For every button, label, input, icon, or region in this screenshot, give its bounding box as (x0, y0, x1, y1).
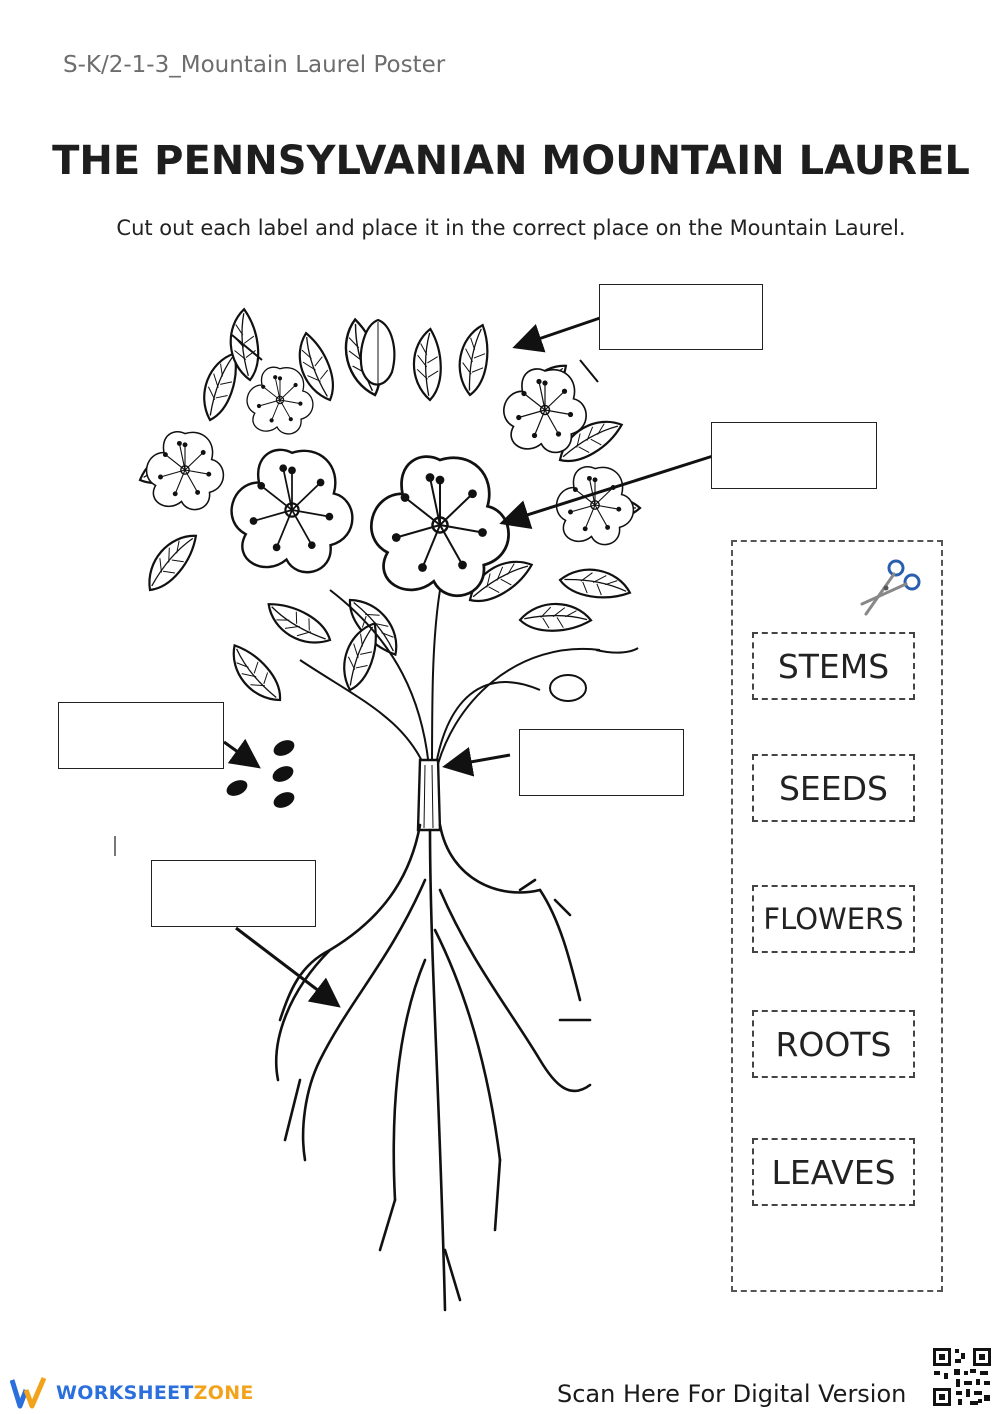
stray-mark (114, 836, 116, 856)
cutout-label-flowers[interactable]: FLOWERS (752, 885, 915, 953)
page-title: THE PENNSYLVANIAN MOUNTAIN LAUREL (52, 138, 970, 184)
instructions: Cut out each label and place it in the correct place on the Mountain Laurel. (116, 216, 906, 240)
blank-label-box[interactable] (58, 702, 224, 769)
worksheetzone-logo-icon (10, 1376, 50, 1410)
cutout-label-stems[interactable]: STEMS (752, 632, 915, 700)
scissors-icon (856, 556, 926, 626)
brand-name-part1: WORKSHEET (56, 1382, 194, 1404)
brand-logo[interactable] (10, 1376, 254, 1410)
qr-code-icon[interactable] (930, 1345, 994, 1409)
cutout-label-roots[interactable]: ROOTS (752, 1010, 915, 1078)
scan-instructions: Scan Here For Digital Version (557, 1380, 907, 1408)
blank-label-box[interactable] (599, 284, 763, 350)
worksheet-code: S-K/2-1-3_Mountain Laurel Poster (63, 52, 446, 78)
cutout-label-leaves[interactable]: LEAVES (752, 1138, 915, 1206)
cutout-label-seeds[interactable]: SEEDS (752, 754, 915, 822)
brand-name-part2: ZONE (193, 1382, 254, 1404)
blank-label-box[interactable] (711, 422, 877, 489)
blank-label-box[interactable] (519, 729, 684, 796)
blank-label-box[interactable] (151, 860, 316, 927)
